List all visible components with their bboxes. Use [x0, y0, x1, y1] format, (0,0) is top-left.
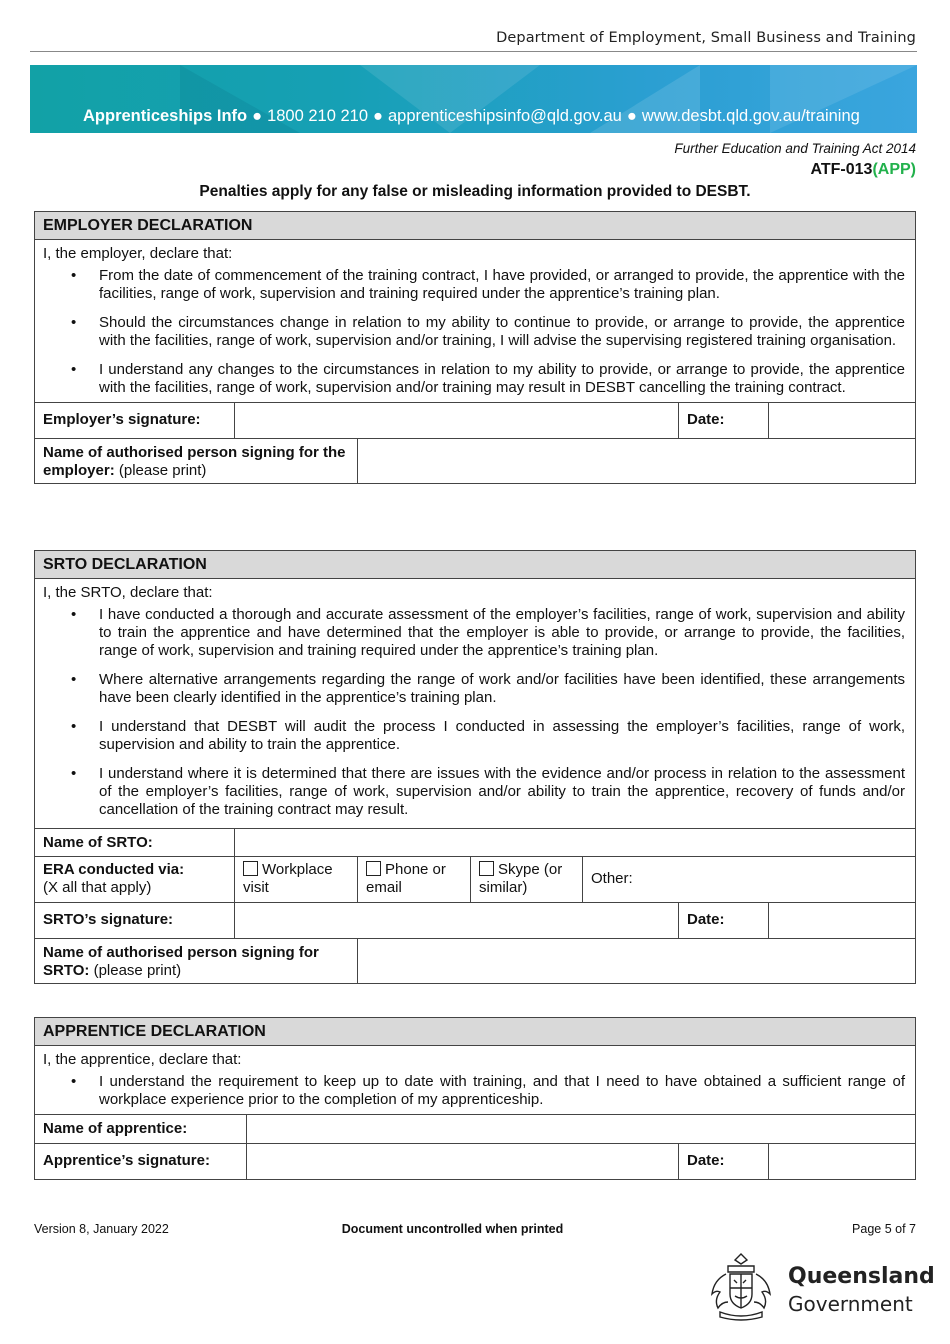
srto-name-field[interactable]: [234, 829, 915, 856]
logo-name: Queensland: [788, 1264, 935, 1289]
checkbox-icon[interactable]: [479, 861, 494, 876]
bullet-icon: ●: [252, 107, 263, 125]
declaration-list: [35, 606, 915, 819]
control-notice: Document uncontrolled when printed: [341, 1222, 564, 1236]
list-item: • I have conducted a thorough and accurate assessment of the employer’s facilities, range of work, supervision and ability to train the apprentice and have determined that the employer is able to provide, or arrange to provide, the facilities, range of work, supervision and training required under the apprentice’s training plan.: [99, 606, 905, 660]
authorised-name-label: Name of authorised person signing for the employer: (please print): [43, 444, 346, 479]
srto-name-label: Name of SRTO:: [43, 834, 153, 851]
employer-declaration: [34, 211, 916, 484]
employer-authorised-name-field[interactable]: [357, 439, 915, 483]
era-other-field[interactable]: [582, 857, 915, 902]
apprentice-declaration: [34, 1017, 916, 1180]
banner-website[interactable]: www.desbt.qld.gov.au/training: [641, 107, 860, 125]
version-label: Version 8, January 2022: [34, 1222, 169, 1236]
banner-phone[interactable]: 1800 210 210: [267, 107, 369, 125]
list-item: • I understand any changes to the circumstances in relation to my ability to provide, or arrange to provide, the apprentice with the facilities, range of work, supervision and/or training may result in DESBT cancelling the training contract.: [99, 361, 905, 397]
srto-authorised-label: Name of authorised person signing for SRTO: (please print): [43, 944, 319, 979]
bullet-icon: ●: [626, 107, 637, 125]
apprentice-name-label: Name of apprentice:: [43, 1120, 188, 1137]
srto-declaration: [34, 550, 916, 984]
employer-signature-field[interactable]: [234, 403, 678, 438]
page-number: Page 5 of 7: [852, 1222, 916, 1236]
section-heading: EMPLOYER DECLARATION: [35, 212, 915, 240]
srto-date-field[interactable]: [768, 903, 915, 938]
employer-date-field[interactable]: [768, 403, 915, 438]
form-code-suffix: (APP): [872, 161, 916, 178]
list-item: • Should the circumstances change in relation to my ability to continue to provide, or arrange to provide, the apprentice with the facilities, range of work, supervision and/or training, I will advise the supervising registered training organisation.: [99, 314, 905, 350]
srto-signature-field[interactable]: [234, 903, 678, 938]
contact-banner: [30, 65, 917, 133]
era-row: [35, 856, 915, 902]
banner-contacts: [83, 107, 860, 126]
section-heading: APPRENTICE DECLARATION: [35, 1018, 915, 1046]
srto-signature-row: [35, 902, 915, 938]
apprentice-signature-row: [35, 1143, 915, 1179]
checkbox-icon[interactable]: [366, 861, 381, 876]
era-option-skype[interactable]: Skype (or similar): [470, 857, 582, 902]
queensland-crest-icon: [706, 1250, 776, 1322]
declaration-list: [35, 267, 915, 397]
form-code: [811, 161, 917, 179]
signature-row: [35, 402, 915, 438]
era-option-phone[interactable]: Phone or email: [357, 857, 470, 902]
banner-title: Apprenticeships Info: [83, 107, 248, 125]
srto-authorised-name-field[interactable]: [357, 939, 915, 983]
list-item: • From the date of commencement of the training contract, I have provided, or arranged to provide, the apprentice with the facilities, range of work, supervision and training required under the apprentice’s training plan.: [99, 267, 905, 303]
section-heading: SRTO DECLARATION: [35, 551, 915, 579]
penalty-notice: Penalties apply for any false or misleading information provided to DESBT.: [199, 183, 751, 200]
authorised-name-row: [35, 438, 915, 483]
employer-signature-label: Employer’s signature:: [43, 411, 201, 428]
apprentice-name-row: [35, 1114, 915, 1143]
banner-email[interactable]: apprenticeshipsinfo@qld.gov.au: [387, 107, 622, 125]
checkbox-icon[interactable]: [243, 861, 258, 876]
bullet-icon: ●: [373, 107, 383, 125]
section-intro: I, the apprentice, declare that:: [43, 1051, 242, 1068]
srto-name-row: [35, 828, 915, 856]
department-name: Department of Employment, Small Business and Training: [496, 30, 916, 46]
section-intro: I, the SRTO, declare that:: [43, 584, 213, 601]
form-code-number: ATF-013: [810, 161, 873, 178]
list-item: • I understand where it is determined that there are issues with the evidence and/or process in relation to the assessment of the employer’s facilities, range of work, supervision and/or ability to train the apprentice, recovery of funds and/or cancellation of the training contract may result.: [99, 765, 905, 819]
era-other-label: Other:: [591, 870, 633, 887]
logo-sub: Government: [788, 1292, 913, 1316]
era-label: ERA conducted via: (X all that apply): [43, 861, 185, 896]
list-item: • I understand that DESBT will audit the process I conducted in assessing the employer’s facilities, range of work, supervision and ability to train the apprentice.: [99, 718, 905, 754]
date-label: Date:: [678, 1144, 768, 1179]
list-item: • I understand the requirement to keep up to date with training, and that I need to have obtained a sufficient range of workplace experience prior to the completion of my apprenticeship.: [99, 1073, 905, 1109]
apprentice-signature-field[interactable]: [246, 1144, 678, 1179]
srto-signature-label: SRTO’s signature:: [43, 911, 174, 928]
list-item: • Where alternative arrangements regarding the range of work and/or facilities have been identified, these arrangements have been clearly identified in the apprentice’s training plan.: [99, 671, 905, 707]
apprentice-signature-label: Apprentice’s signature:: [43, 1152, 210, 1169]
apprentice-name-field[interactable]: [246, 1115, 915, 1143]
declaration-list: [35, 1073, 915, 1109]
date-label: Date:: [678, 403, 768, 438]
srto-authorised-row: [35, 938, 915, 983]
date-label: Date:: [678, 903, 768, 938]
apprentice-date-field[interactable]: [768, 1144, 915, 1179]
header-divider: [30, 51, 917, 52]
section-intro: I, the employer, declare that:: [43, 245, 233, 262]
era-option-workplace[interactable]: Workplace visit: [234, 857, 357, 902]
act-reference: Further Education and Training Act 2014: [674, 141, 916, 156]
